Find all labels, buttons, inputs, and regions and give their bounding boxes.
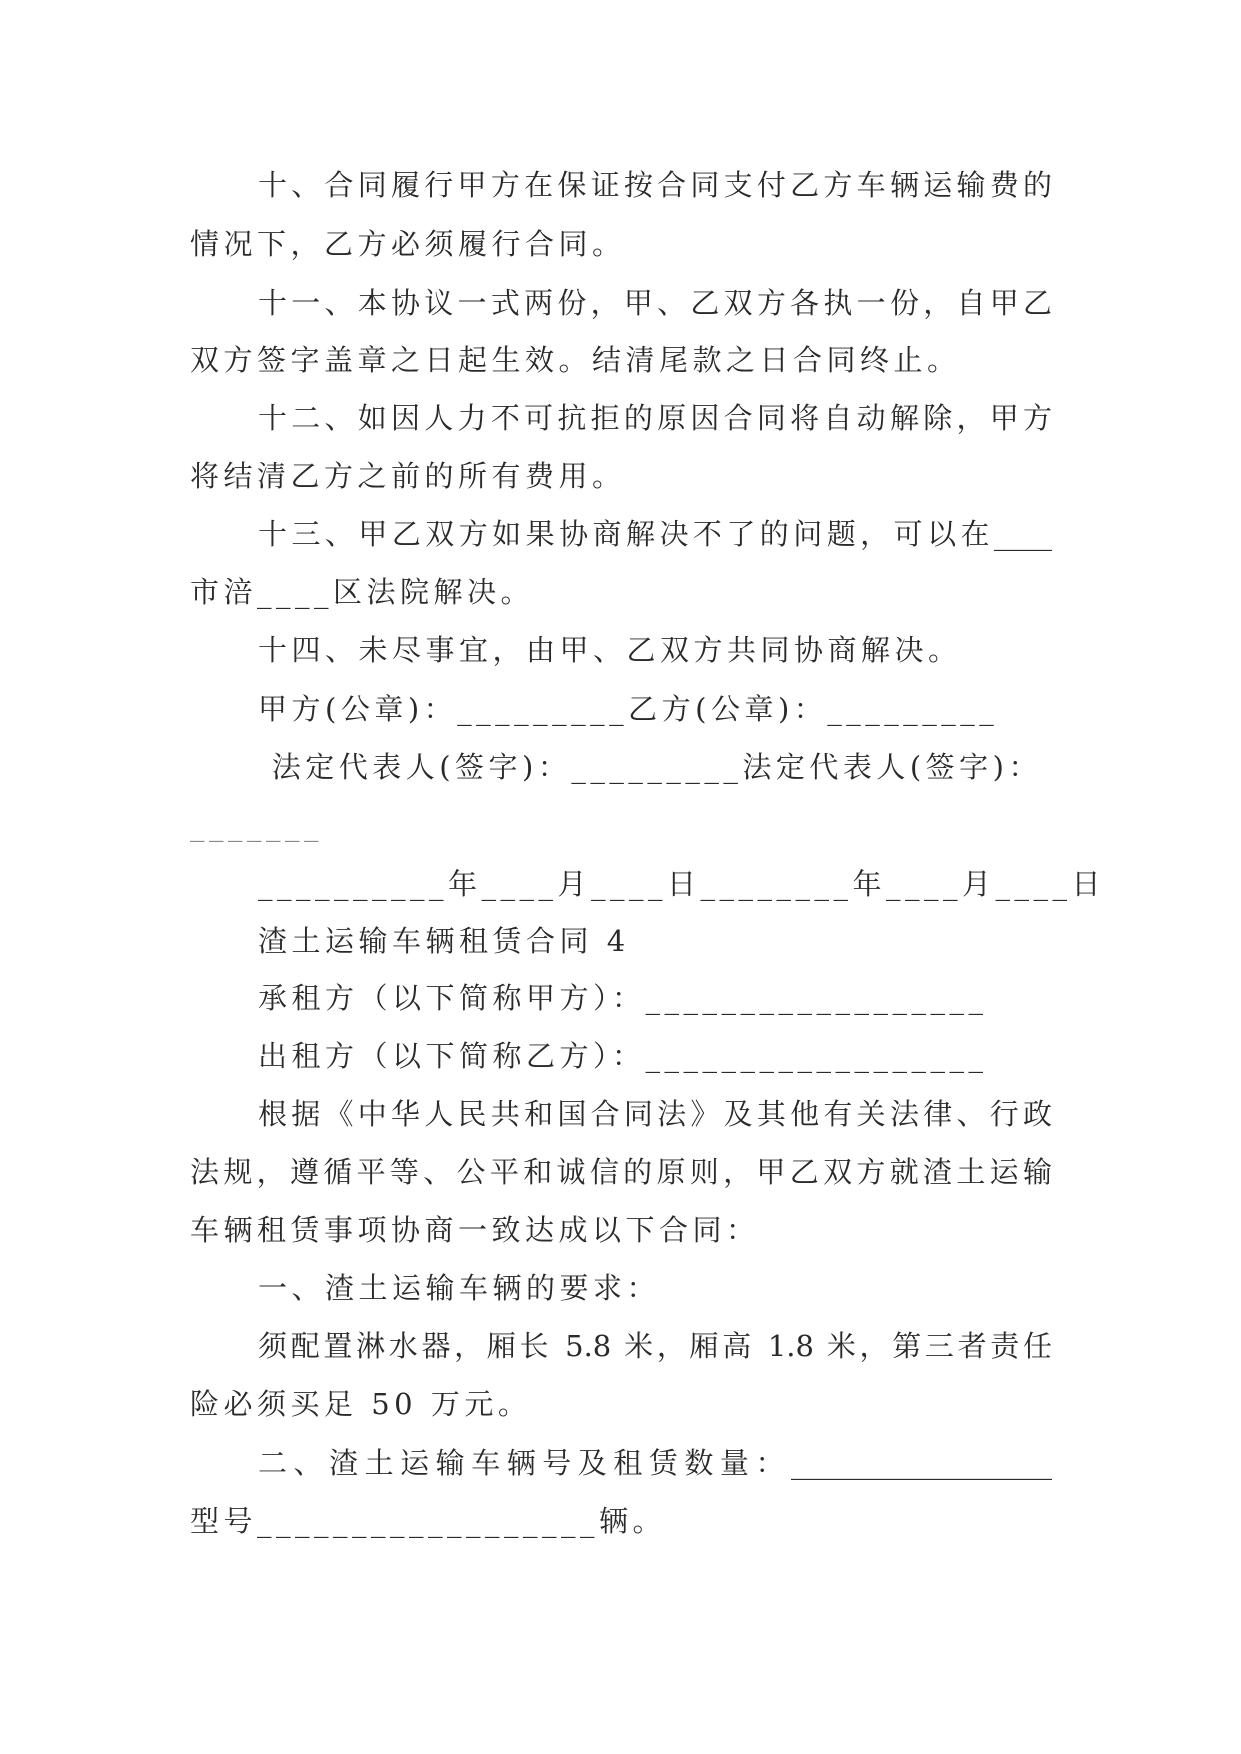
legal-rep-blank: _______ — [190, 808, 323, 842]
article-1-line-1: 须配置淋水器，厢长 5.8 米，厢高 1.8 米，第三者责任 — [258, 1329, 1052, 1363]
contract-title: 渣土运输车辆租赁合同 4 — [258, 924, 630, 958]
clause-11-line-1: 十一、本协议一式两份，甲、乙双方各执一份，自甲乙 — [258, 286, 1052, 320]
clause-14: 十四、未尽事宜，由甲、乙双方共同协商解决。 — [258, 633, 962, 667]
legal-rep-line: 法定代表人(签字)：_________法定代表人(签字)： — [258, 750, 1042, 784]
clause-13-line-1: 十三、甲乙双方如果协商解决不了的问题，可以在____ — [258, 517, 1052, 551]
article-2-line-2: 型号__________________辆。 — [190, 1504, 667, 1538]
article-2-line-1: 二、渣土运输车辆号及租赁数量：__________________ — [258, 1446, 1052, 1480]
article-1-line-2: 险必须买足 50 万元。 — [190, 1387, 532, 1421]
clause-13-line-2: 市涪____区法院解决。 — [190, 575, 535, 609]
clause-12-line-1: 十二、如因人力不可抗拒的原因合同将自动解除，甲方 — [258, 401, 1052, 435]
seal-line: 甲方(公章)：_________乙方(公章)：_________ — [258, 692, 999, 726]
preamble-line-1: 根据《中华人民共和国合同法》及其他有关法律、行政 — [258, 1097, 1052, 1131]
clause-10-line-2: 情况下，乙方必须履行合同。 — [190, 227, 626, 261]
clause-12-line-2: 将结清乙方之前的所有费用。 — [190, 459, 626, 493]
lessor-line: 出租方（以下简称乙方）：__________________ — [258, 1039, 988, 1073]
clause-11-line-2: 双方签字盖章之日起生效。结清尾款之日合同终止。 — [190, 343, 961, 377]
preamble-line-3: 车辆租赁事项协商一致达成以下合同： — [190, 1213, 760, 1247]
clause-10-line-1: 十、合同履行甲方在保证按合同支付乙方车辆运输费的 — [258, 168, 1052, 202]
article-1-heading: 一、渣土运输车辆的要求： — [258, 1271, 661, 1305]
date-line: __________年____月____日________年____月____日 — [258, 867, 1106, 901]
lessee-line: 承租方（以下简称甲方）：__________________ — [258, 981, 988, 1015]
preamble-line-2: 法规，遵循平等、公平和诚信的原则，甲乙双方就渣土运输 — [190, 1155, 1052, 1189]
